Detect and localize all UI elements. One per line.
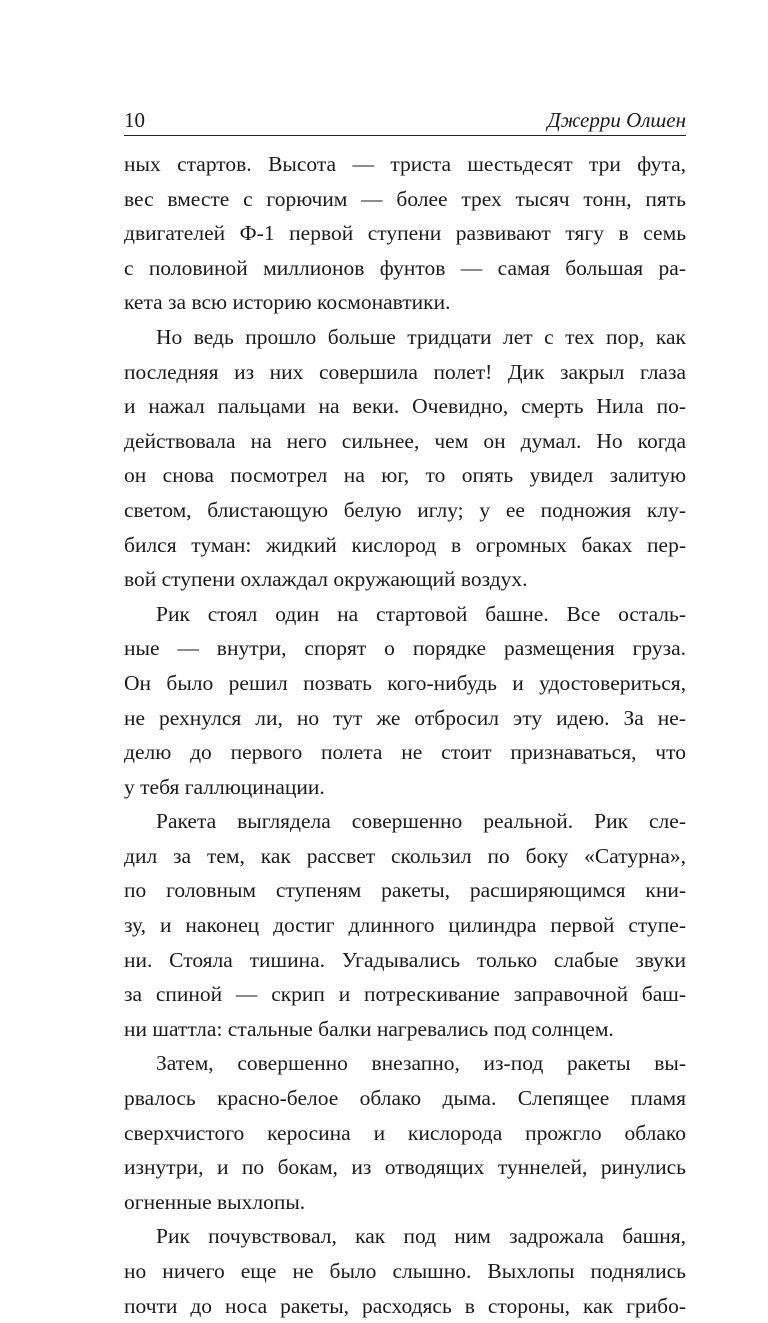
text-line: по головным ступеням ракеты, расширяющимся кни-	[124, 878, 686, 903]
text-line: огненные выхлопы.	[124, 1189, 306, 1214]
text-line: кета за всю историю космонавтики.	[124, 290, 451, 315]
book-page	[124, 0, 686, 1318]
text-line: с половиной миллионов фунтов — самая большая ра-	[124, 255, 686, 280]
text-line: действовала на него сильнее, чем он думал. Но когда	[124, 428, 686, 453]
text-line: рвалось красно-белое облако дыма. Слепящее пламя	[124, 1086, 686, 1111]
text-line: ни шаттла: стальные балки нагревались под солнцем.	[124, 1016, 614, 1041]
paragraph-first-line: Затем, совершенно внезапно, из-под ракеты вы-	[156, 1051, 686, 1076]
text-line: он снова посмотрел на юг, то опять увидел залитую	[124, 463, 686, 488]
text-line: двигателей Ф-1 первой ступени развивают тягу в семь	[124, 221, 686, 246]
text-line: светом, блистающую белую иглу; у ее подножия клу-	[124, 497, 686, 522]
text-line: бился туман: жидкий кислород в огромных баках пер-	[124, 532, 686, 557]
paragraph-first-line: Но ведь прошло больше тридцати лет с тех пор, как	[156, 324, 686, 349]
text-line: вой ступени охлаждал окружающий воздух.	[124, 567, 528, 592]
paragraph-first-line: Рик стоял один на стартовой башне. Все осталь-	[156, 601, 686, 626]
text-line: ни. Стояла тишина. Угадывались только слабые звуки	[124, 947, 686, 972]
text-line: Он было решил позвать кого-нибудь и удостовериться,	[124, 670, 686, 695]
text-line: и нажал пальцами на веки. Очевидно, смерть Нила по-	[124, 394, 686, 419]
body-text	[124, 147, 686, 1323]
text-line: не рехнулся ли, но тут же отбросил эту идею. За не-	[124, 705, 686, 730]
text-line: ные — внутри, спорят о порядке размещения груза.	[124, 636, 686, 661]
running-head	[124, 103, 686, 136]
text-line: почти до носа ракеты, расходясь в стороны, как грибо-	[124, 1293, 686, 1318]
text-line: последняя из них совершила полет! Дик закрыл глаза	[124, 359, 686, 384]
running-head-author: Джерри Олшен	[547, 108, 686, 132]
text-line: ных стартов. Высота — триста шестьдесят три фута,	[124, 152, 686, 176]
text-line: за спиной — скрип и потрескивание заправочной баш-	[124, 982, 686, 1007]
text-line: дил за тем, как рассвет скользил по боку «Сатурна»,	[124, 843, 686, 868]
text-line: у тебя галлюцинации.	[124, 774, 325, 799]
text-line: делю до первого полета не стоит признаваться, что	[124, 740, 686, 765]
page-number: 10	[124, 108, 145, 132]
text-line: зу, и наконец достиг длинного цилиндра первой ступе-	[124, 913, 686, 938]
text-line: сверхчистого керосина и кислорода прожгло облако	[124, 1120, 686, 1145]
text-line: изнутри, и по бокам, из отводящих туннелей, ринулись	[124, 1155, 686, 1180]
paragraph-first-line: Рик почувствовал, как под ним задрожала башня,	[156, 1224, 686, 1249]
text-line: вес вместе с горючим — более трех тысяч тонн, пять	[124, 186, 686, 211]
text-line: но ничего еще не было слышно. Выхлопы поднялись	[124, 1259, 686, 1283]
paragraph-first-line: Ракета выглядела совершенно реальной. Рик сле-	[156, 809, 686, 834]
